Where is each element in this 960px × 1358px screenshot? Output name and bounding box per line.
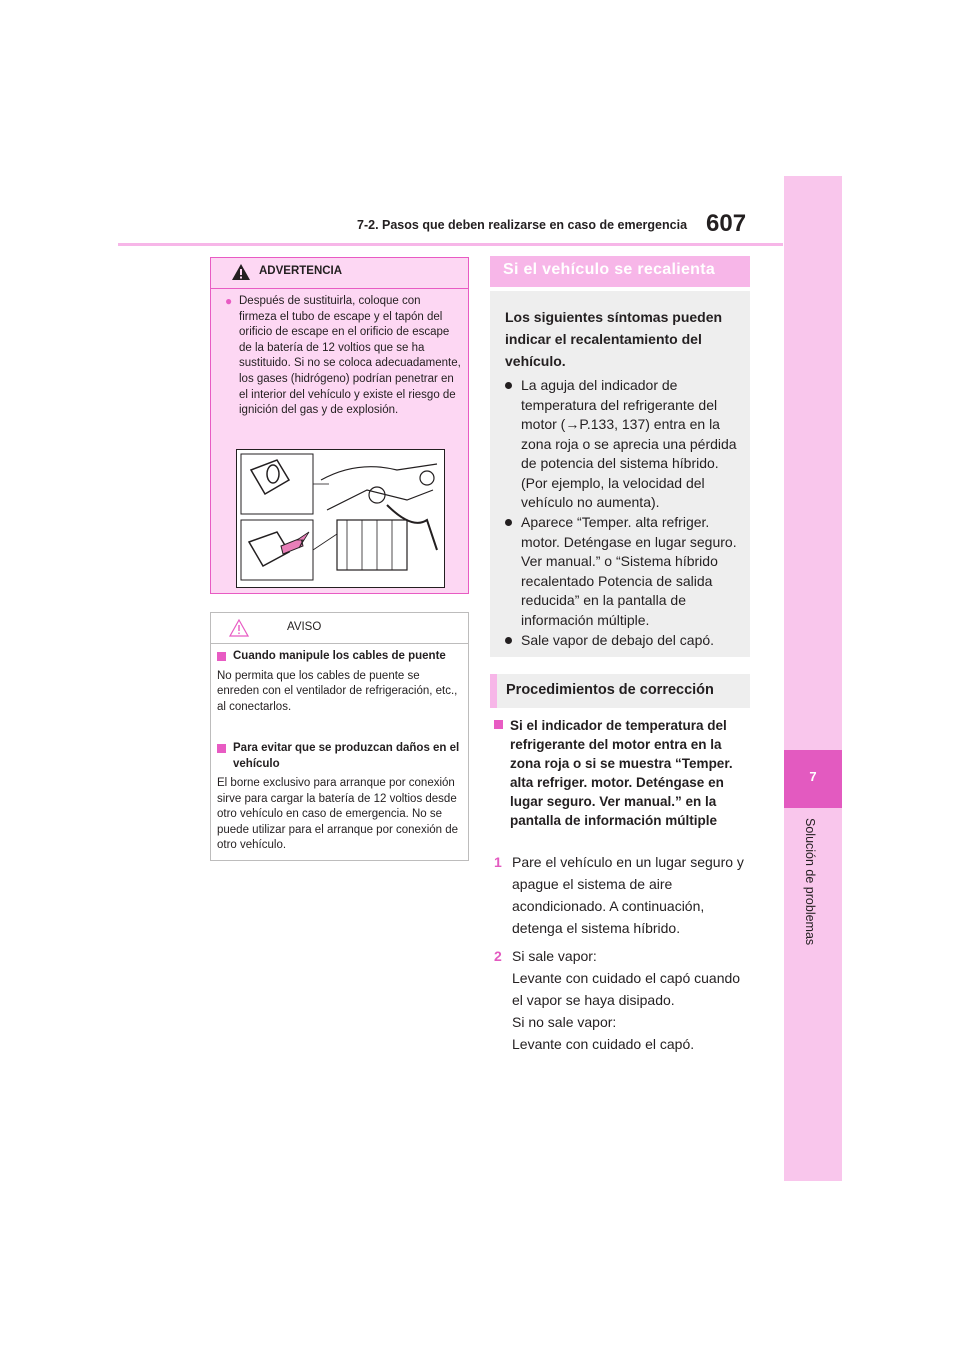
running-header: 7-2. Pasos que deben realizarse en caso de emergencia [357,218,688,232]
notice-item-heading: Cuando manipule los cables de puente [233,650,446,662]
square-bullet-icon [217,652,226,661]
chapter-label: Solución de problemas [803,818,817,946]
symptom-text: Aparece “Temper. alta refriger. motor. Deténgase en lugar seguro. Ver manual.” o “Sistema híbrido recalentado Potencia de salida reducida” en la pantalla de información múltiple. [521,514,737,628]
section-title: Si el vehículo se recalienta [503,261,716,278]
step-text: Pare el vehículo en un lugar seguro y apague el sistema de aire acondicionado. A continuación, detenga el sistema híbrido. [512,854,744,936]
symptoms-intro: Los siguientes síntomas pueden indicar el recalentamiento del vehículo. [505,309,723,369]
warning-box [210,257,469,594]
symptom-item [505,513,740,630]
engine-bay-drawing-icon [237,450,442,585]
notice-title: AVISO [287,621,322,633]
notice-item-heading: Para evitar que se produzcan daños en el vehículo [233,742,460,770]
step-line: Levante con cuidado el capó cuando el vapor se haya disipado. [512,970,741,1008]
notice-box [210,612,469,861]
procedure-step [494,945,750,1055]
chapter-side-tab [784,176,842,1181]
step-line: Si sale vapor: [512,948,597,964]
warning-text: Después de sustituirla, coloque con firmeza el tubo de escape y el tapón del orificio de escape en el orificio de escape de la batería de 12 voltios que se ha sustituido. Si no se coloca adecuadamente, los gases (hidrógeno) podrían penetrar en el interior del vehículo y existe el riesgo de ignición del gas y de explosión. [239,295,461,417]
symptom-item [505,631,740,651]
notice-item [217,649,462,715]
procedure-condition-text: Si el indicador de temperatura del refrigerante del motor entra en la zona roja o si se muestra “Temper. alta refriger. motor. Deténgase en lugar seguro. Ver manual.” en la pantalla de información múltiple [510,718,733,828]
notice-header [211,613,468,644]
procedure-step [494,851,750,939]
symptom-item [505,376,740,513]
procedure-condition-heading [494,716,746,830]
symptom-text: La aguja del indicador de temperatura del refrigerante del motor (→P.133, 137) entra en la zona roja o se aprecia una pérdida de potencia del sistema híbrido. (Por ejemplo, la velocidad del vehículo no aumenta). [521,377,737,510]
bullet-dot-icon [505,637,512,644]
subsection-accent [490,674,497,708]
bullet-dot-icon [505,519,512,526]
step-text [494,945,750,1055]
caution-triangle-icon [229,619,249,637]
warning-title: ADVERTENCIA [259,265,343,277]
notice-item-body: El borne exclusivo para arranque por conexión sirve para cargar la batería de 12 voltios desde otro vehículo en caso de emergencia. No se puede utilizar para el arranque por conexión de otro vehículo. [217,777,459,851]
warning-triangle-icon [231,263,251,281]
notice-item [217,741,462,854]
page-number: 607 [706,210,747,237]
symptom-text: Sale vapor de debajo del capó. [521,632,715,648]
header-rule [118,243,783,246]
bullet-icon: ● [225,294,233,308]
step-number: 1 [494,854,502,870]
warning-paragraph [225,294,461,419]
notice-item-body: No permita que los cables de puente se enreden con el ventilador de refrigeración, etc., al conectarlos. [217,669,458,713]
subsection-title: Procedimientos de corrección [506,682,714,698]
battery-vent-illustration [236,449,445,588]
chapter-number: 7 [809,769,817,784]
step-line: Levante con cuidado el capó. [512,1036,695,1052]
step-line: Si no sale vapor: [512,1014,617,1030]
square-bullet-icon [217,744,226,753]
warning-header [211,258,468,289]
bullet-dot-icon [505,382,512,389]
step-number: 2 [494,948,502,964]
